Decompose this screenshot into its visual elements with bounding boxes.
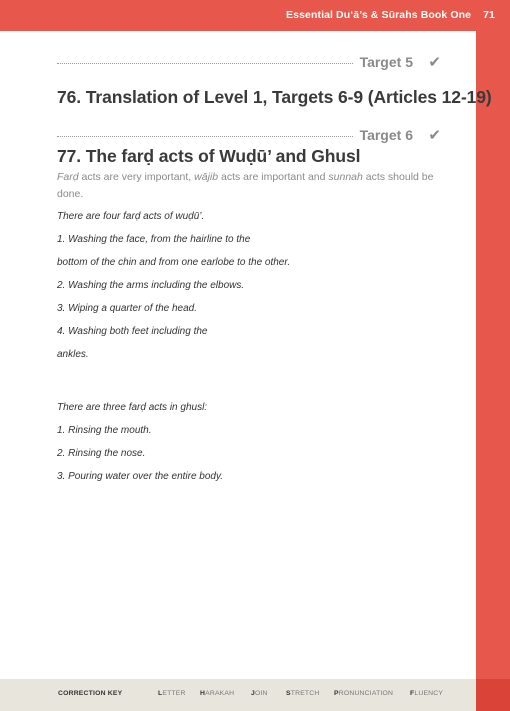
key-rest: ARAKAH xyxy=(205,690,235,697)
book-title xyxy=(286,9,495,21)
wudu-item-1-cont: bottom of the chin and from one earlobe to the other. xyxy=(57,257,291,268)
key-rest: TRETCH xyxy=(290,690,320,697)
target-label: Target 5 xyxy=(359,54,413,70)
side-bar xyxy=(476,31,510,711)
header-bar xyxy=(0,0,510,31)
key-rest: OIN xyxy=(254,690,268,697)
key-initial: P xyxy=(334,690,339,697)
wudu-item-4: 4. Washing both feet including the xyxy=(57,326,208,337)
footer-corner xyxy=(476,679,510,711)
key-rest: ETTER xyxy=(162,690,186,697)
key-harakah xyxy=(200,690,234,697)
wudu-item-1: 1. Washing the face, from the hairline to the xyxy=(57,234,251,245)
ghusl-item-3: 3. Pouring water over the entire body. xyxy=(57,471,224,482)
key-fluency xyxy=(410,690,443,697)
target-5-row xyxy=(57,54,443,72)
wudu-item-2: 2. Washing the arms including the elbows. xyxy=(57,280,245,291)
dotted-rule xyxy=(57,63,353,64)
check-icon: ✔ xyxy=(428,127,441,144)
wudu-item-3: 3. Wiping a quarter of the head. xyxy=(57,303,197,314)
correction-key-label: CORRECTION KEY xyxy=(58,690,123,697)
intro-paragraph xyxy=(57,169,437,203)
section-heading-77: 77. The farḍ acts of Wuḍū’ and Ghusl xyxy=(57,146,361,166)
key-initial: J xyxy=(251,690,255,697)
ghusl-item-1: 1. Rinsing the mouth. xyxy=(57,425,152,436)
dotted-rule xyxy=(57,136,353,137)
target-6-row xyxy=(57,127,443,145)
target-label: Target 6 xyxy=(359,127,413,143)
check-icon: ✔ xyxy=(428,54,441,71)
term-fard: Farḍ xyxy=(57,171,79,183)
key-initial: L xyxy=(158,690,163,697)
key-stretch xyxy=(286,690,320,697)
section-heading-76: 76. Translation of Level 1, Targets 6-9 (Articles 12-19) xyxy=(57,87,492,107)
term-sunnah: sunnah xyxy=(328,171,363,183)
ghusl-intro: There are three farḍ acts in ghusl: xyxy=(57,402,208,413)
key-initial: H xyxy=(200,690,206,697)
key-pronunciation xyxy=(334,690,393,697)
book-title-text: Essential Du‘ā’s & Sūrahs Book One xyxy=(286,9,472,21)
intro-text: acts are important and xyxy=(218,171,329,183)
page-number: 71 xyxy=(483,9,495,21)
ghusl-item-2: 2. Rinsing the nose. xyxy=(57,448,146,459)
wudu-intro: There are four farḍ acts of wuḍū’. xyxy=(57,211,205,222)
intro-text: acts are very important, xyxy=(78,171,195,183)
intro-text: acts should be done. xyxy=(57,171,434,200)
key-initial: S xyxy=(286,690,291,697)
key-rest: RONUNCIATION xyxy=(338,690,394,697)
wudu-item-4-cont: ankles. xyxy=(57,349,89,360)
key-initial: F xyxy=(410,690,415,697)
key-join xyxy=(251,690,268,697)
key-letter xyxy=(158,690,186,697)
key-rest: LUENCY xyxy=(414,690,444,697)
term-wajib: wājib xyxy=(194,171,219,183)
